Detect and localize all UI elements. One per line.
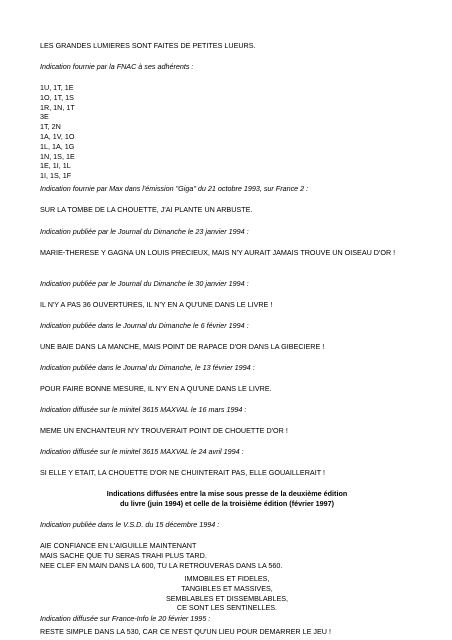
minitel2-intro: Indication diffusée sur le minitel 3615 MAXVAL le 24 avril 1994 : [40,447,244,456]
france-info-clue: RESTE SIMPLE DANS LA 530, CAR CE N'EST QU'UN LIEU POUR DEMARRER LE JEU ! [40,627,331,636]
jdd2-intro: Indication publiée par le Journal du Dimanche le 30 janvier 1994 : [40,279,249,288]
jdd4-clue: POUR FAIRE BONNE MESURE, IL N'Y EN A QU'UNE DANS LE LIVRE. [40,384,272,393]
minitel1-clue: MEME UN ENCHANTEUR N'Y TROUVERAIT POINT DE CHOUETTE D'OR ! [40,426,288,435]
fnac-codes: 1U, 1T, 1E 1O, 1T, 1S 1R, 1N, 1T 3E 1T, 2N 1A, 1V, 1O 1L, 1A, 1G 1N, 1S, 1E 1E, 1I, 1L 1I, 1S, 1F [40,83,75,181]
fnac-intro: Indication fournie par la FNAC à ses adhérents : [40,62,194,71]
vsd-intro: Indication publiée dans le V.S.D. du 15 décembre 1994 : [40,520,220,529]
jdd3-intro: Indication publiée dans le Journal du Dimanche le 6 février 1994 : [40,321,249,330]
jdd4-intro: Indication publiée dans le Journal du Dimanche, le 13 février 1994 : [40,363,255,372]
max-clue: SUR LA TOMBE DE LA CHOUETTE, J'AI PLANTE UN ARBUSTE. [40,205,253,214]
sentinel-poem: IMMOBILES ET FIDELES, TANGIBLES ET MASSIVES, SEMBLABLES ET DISSEMBLABLES, CE SONT LES SENTINELLES. [165,574,289,613]
max-intro: Indication fournie par Max dans l'émission "Giga" du 21 octobre 1993, sur France 2 : [40,184,309,193]
section-heading: Indications diffusées entre la mise sous presse de la deuxième édition du livre (juin 1994) et celle de la troisième édition (février 1997) [106,489,348,508]
clef-clue: NEE CLEF EN MAIN DANS LA 600, TU LA RETROUVERAS DANS LA 560. [40,561,283,570]
minitel2-clue: SI ELLE Y ETAIT, LA CHOUETTE D'OR NE CHUINTERAIT PAS, ELLE GOUAILLERAIT ! [40,468,325,477]
vsd-clue: AIE CONFIANCE EN L'AIGUILLE MAINTENANT MAIS SACHE QUE TU SERAS TRAHI PLUS TARD. [40,541,207,560]
jdd2-clue: IL N'Y A PAS 36 OUVERTURES, IL N'Y EN A QU'UNE DANS LE LIVRE ! [40,300,273,309]
jdd3-clue: UNE BAIE DANS LA MANCHE, MAIS POINT DE RAPACE D'OR DANS LA GIBECIERE ! [40,342,325,351]
jdd1-intro: Indication publiée par le Journal du Dimanche le 23 janvier 1994 : [40,227,249,236]
minitel1-intro: Indication diffusée sur le minitel 3615 MAXVAL le 16 mars 1994 : [40,405,247,414]
document-title: LES GRANDES LUMIERES SONT FAITES DE PETITES LUEURS. [40,41,256,50]
france-info-intro: Indication diffusée sur France-Info le 20 février 1995 : [40,614,211,623]
jdd1-clue: MARIE-THERESE Y GAGNA UN LOUIS PRECIEUX, MAIS N'Y AURAIT JAMAIS TROUVE UN OISEAU D'OR ! [40,248,396,257]
